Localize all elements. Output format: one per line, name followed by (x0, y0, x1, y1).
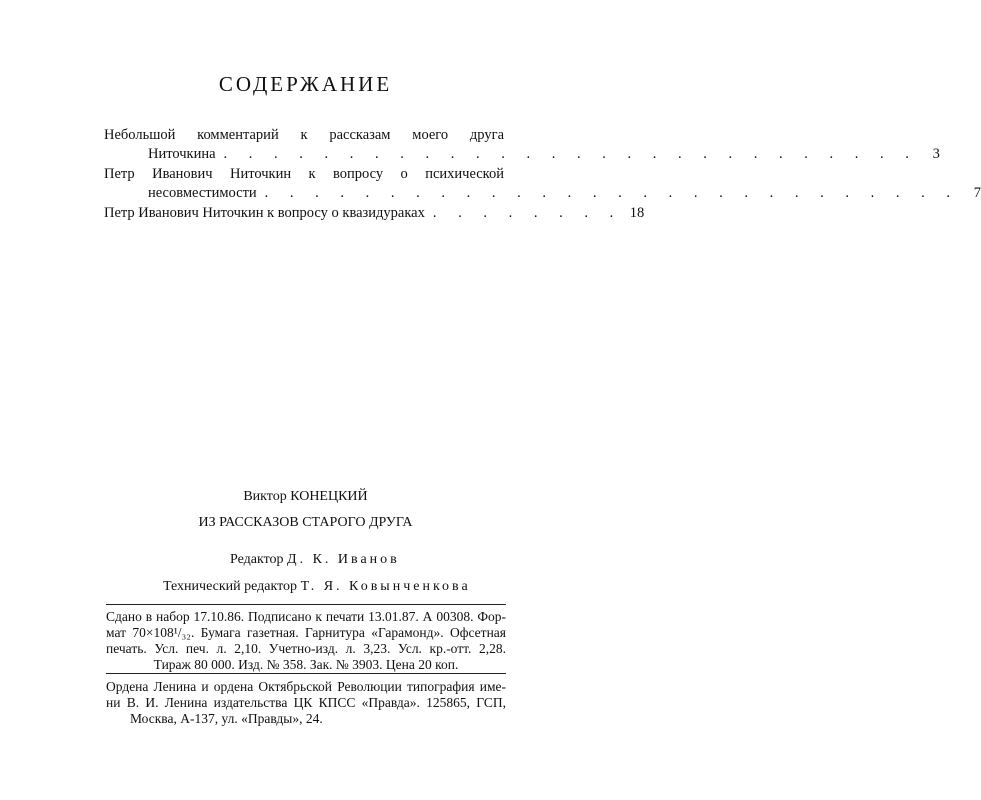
author-first-name: Виктор (243, 489, 287, 504)
table-of-contents (104, 126, 981, 224)
toc-entry-title-end: несовместимости (148, 185, 257, 201)
publication-imprint (106, 609, 506, 673)
author-last-name: КОНЕЦКИЙ (290, 489, 368, 504)
tech-editor-credit (163, 579, 471, 595)
toc-page-number: 18 (629, 205, 645, 221)
imprint-line: печать. Усл. печ. л. 2,10. Учетно-изд. л. 3,23. Усл. кр.-отт. 2,28. (106, 641, 506, 656)
tech-editor-label: Технический редактор (163, 579, 298, 594)
imprint-line: Сдано в набор 17.10.86. Подписано к печати 13.01.87. А 00308. Фор- (106, 609, 506, 624)
toc-entry-title-line: Петр Иванович Ниточкин к вопросу о психической (104, 166, 504, 182)
printer-imprint (106, 679, 506, 727)
toc-entry[interactable] (104, 126, 940, 164)
toc-entry-continuation (104, 145, 940, 164)
editor-name: Д. К. Иванов (287, 552, 400, 567)
dot-leader: . . . . . . . . (432, 205, 623, 221)
imprint-line: мат 70×108¹/₃₂. Бумага газетная. Гарнитура «Гарамонд». Офсетная (106, 625, 506, 640)
divider-rule (106, 673, 506, 674)
toc-entry-title-line: Небольшой комментарий к рассказам моего друга (104, 127, 504, 143)
toc-page-number: 3 (932, 146, 940, 162)
printer-line: Москва, А-137, ул. «Правды», 24. (130, 711, 323, 726)
tech-editor-name: Т. Я. Ковынченкова (300, 579, 471, 594)
toc-entry-title-end: Ниточкина (148, 146, 216, 162)
divider-rule (106, 604, 506, 605)
toc-entry-title-line: Петр Иванович Ниточкин к вопросу о квазидураках (104, 205, 425, 221)
toc-heading: СОДЕРЖАНИЕ (218, 72, 393, 96)
toc-entry[interactable] (104, 204, 645, 223)
printer-line: ни В. И. Ленина издательства ЦК КПСС «Правда». 125865, ГСП, (106, 695, 506, 710)
toc-entry-continuation (104, 184, 981, 203)
toc-entry[interactable] (104, 165, 981, 203)
toc-entry-line (104, 204, 645, 223)
editor-label: Редактор (230, 552, 284, 567)
printer-line: Ордена Ленина и ордена Октябрьской Революции типография име- (106, 679, 506, 694)
dot-leader: . . . . . . . . . . . . . . . . . . . . . . . . . . . . (264, 185, 960, 201)
author-name (0, 489, 611, 505)
editor-credit (230, 552, 400, 568)
dot-leader: . . . . . . . . . . . . . . . . . . . . . . . . . . . . (223, 146, 918, 162)
book-title: ИЗ РАССКАЗОВ СТАРОГО ДРУГА (198, 515, 413, 530)
toc-page-number: 7 (973, 185, 981, 201)
imprint-line: Тираж 80 000. Изд. № 358. Зак. № 3903. Цена 20 коп. (153, 657, 459, 672)
